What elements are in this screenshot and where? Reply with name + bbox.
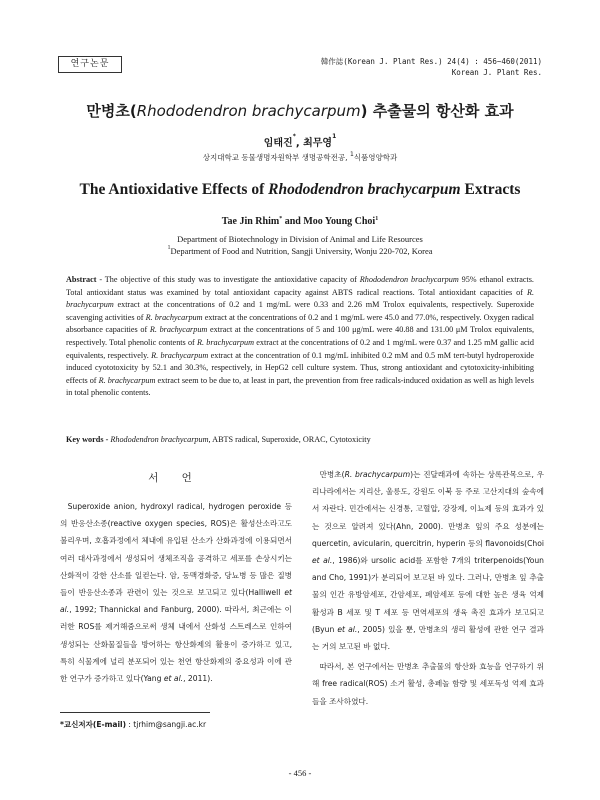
author-en-1-mark: * bbox=[279, 216, 283, 222]
english-title bbox=[0, 181, 600, 199]
intro-p2-etal-1: et al. bbox=[312, 556, 333, 566]
article-type-badge: 연구논문 bbox=[58, 56, 122, 73]
abstract-text-1: - The objective of this study was to investigate the antioxidative capacity of bbox=[96, 275, 360, 284]
intro-paragraph-3: 따라서, 본 연구에서는 만병초 추출물의 항산화 효능을 연구하기 위해 free radical(ROS) 소거 활성, 총페놀 함량 및 세포독성 억제 효과들을 조사하였다. bbox=[312, 662, 544, 706]
abstract-text-5: extract at the concentrations of 5 and 100 μg/mL were 40.88 and 131.00 μM Trolox equivalents, respectively. Total phenolic contents of bbox=[66, 325, 534, 347]
korean-title-suffix: ) 추출물의 항산화 효과 bbox=[360, 102, 514, 120]
intro-p1-text-b: , 1992; Thannickal and Fanburg, 2000). 따라서, 최근에는 이러한 ROS를 제거해줌으로써 생체 내에서 산화성 스트레스로 인하여 생성되는 산화물질들을 방어하는 항산화제의 활용이 증가하고 있고, 특히 식물계에 널리 분포되어 있는 천연 항산화제의 중요성과 이에 관한 연구가 증가하고 있다(Yang bbox=[60, 605, 292, 684]
abstract-species-4: R. brachycarpum bbox=[149, 325, 208, 335]
corresponding-author-footnote bbox=[60, 719, 206, 730]
journal-citation-line1: 韓作誌(Korean J. Plant Res.) 24(4) : 456~460(2011) bbox=[320, 57, 542, 66]
korean-authors bbox=[0, 134, 600, 149]
footnote-divider bbox=[60, 712, 210, 713]
intro-p2-text-c: , 1986)와 ursolic acid를 포함한 7개의 triterpenoids(Youn and Cho, 1991)가 분리되어 보고된 바 있다. 그러나, 만병초 잎 추출물의 인간 유방암세포, 간암세포, 폐암세포 등에 대한 높은 생육 억제 활성과 B 세포 및 T 세포 등 면역세포의 생육 촉진 효과가 보고되고(Byun bbox=[312, 556, 544, 634]
section-title-introduction: 서 언 bbox=[148, 472, 202, 484]
affil-en-line1: Department of Biotechnology in Division of Animal and Life Resources bbox=[177, 234, 423, 244]
english-title-suffix: Extracts bbox=[460, 181, 521, 198]
journal-citation-line2: Korean J. Plant Res. bbox=[451, 68, 542, 77]
intro-p2-text-d: , 2005) 있을 뿐, 만병초의 생리 활성에 관한 연구 결과는 거의 보고된 바 없다. bbox=[312, 624, 544, 652]
body-column-left bbox=[60, 498, 292, 687]
abstract-species-6: R. brachycarpum bbox=[151, 350, 209, 360]
keywords-label: Key words - bbox=[66, 435, 111, 444]
intro-p2-text-a: 만병초( bbox=[319, 470, 345, 479]
intro-paragraph-2 bbox=[312, 466, 544, 655]
affil-en-line2-wrap bbox=[0, 245, 600, 257]
abstract-text-7: extract at the concentration of 0.1 mg/mL inhibited 0.2 mM and 0.5 mM tert-butyl hydroperoxide induced cyototoxicity by 52.1 and 30.3%, respectively, in HepG2 cell culture system. Thus, strong antioxidant and cytotoxicity-inhibiting effects of bbox=[66, 350, 534, 385]
korean-affiliation bbox=[0, 152, 600, 163]
keywords-rest: , ABTS radical, Superoxide, ORAC, Cytotoxicity bbox=[208, 435, 371, 444]
author-ko-separator: , bbox=[295, 138, 304, 149]
english-title-prefix: The Antioxidative Effects of bbox=[79, 181, 269, 198]
author-en-1: Tae Jin Rhim bbox=[221, 216, 280, 227]
abstract-text-2: 95% ethanol extracts. Total antioxidant status was examined by total antioxidant capacity against ABTS radical reactions. Total antioxidant capacities of bbox=[66, 275, 534, 297]
keywords-species: Rhododendron brachycarpum bbox=[110, 435, 209, 444]
author-ko-1: 임태진 bbox=[263, 138, 293, 149]
affil-en-mark: 1 bbox=[167, 245, 171, 251]
abstract-species-5: R. brachycarpum bbox=[197, 337, 255, 347]
english-affiliation bbox=[0, 233, 600, 257]
footnote-label: *교신저자(E-mail) bbox=[60, 720, 127, 729]
body-column-right bbox=[312, 466, 544, 710]
keywords bbox=[66, 434, 534, 446]
intro-p1-etal-2: et al. bbox=[163, 674, 184, 684]
affil-ko-mark: 1 bbox=[349, 151, 354, 158]
abstract bbox=[66, 274, 534, 400]
intro-p2-etal-2: et al. bbox=[337, 624, 358, 634]
intro-p2-species: R. brachycarpum bbox=[344, 470, 411, 479]
author-en-2-mark: 1 bbox=[375, 216, 379, 222]
abstract-text-3: extract at the concentrations of 0.2 and 1 mg/mL were 0.33 and 2.26 mM Trolox equivalents, respectively. Superoxide scavenging activities of bbox=[66, 300, 534, 322]
abstract-text-4: extract at the concentrations of 0.2 and 1 mg/mL were 45.0 and 77.0%, respectively. Oxygen radical absorbance capacities of bbox=[66, 312, 534, 335]
korean-title-prefix: 만병초( bbox=[86, 102, 137, 120]
author-ko-1-mark: * bbox=[292, 133, 296, 140]
intro-paragraph-1 bbox=[60, 498, 292, 687]
abstract-species-7: R. brachycarpum bbox=[98, 375, 156, 385]
intro-p1-text-c: , 2011). bbox=[183, 674, 213, 684]
author-ko-2: 최무영 bbox=[303, 138, 333, 149]
abstract-label: Abstract bbox=[66, 275, 97, 284]
footnote-email: : tjrhim@sangji.ac.kr bbox=[126, 720, 207, 729]
korean-title-species: Rhododendron brachycarpum bbox=[136, 102, 361, 120]
korean-title bbox=[0, 100, 600, 121]
abstract-species-3: R. brachycarpum bbox=[145, 312, 203, 322]
intro-p1-etal-1: et al. bbox=[60, 588, 292, 615]
affil-en-line2: Department of Food and Nutrition, Sangji University, Wonju 220-702, Korea bbox=[170, 246, 433, 256]
page-number: - 456 - bbox=[288, 768, 312, 778]
journal-citation bbox=[321, 56, 542, 78]
abstract-text-8: extract seem to be due to, at least in part, the prevention from free radicals-induced oxidation as well as high levels in total phenolic contents. bbox=[66, 375, 534, 398]
intro-p2-text-b: )는 진달래과에 속하는 상록관목으로, 우리나라에서는 지리산, 울릉도, 강원도 이북 등 주로 고산지대의 숲속에서 자란다. 민간에서는 신경통, 고혈압, 강장제, 이뇨제 등의 효과가 있는 것으로 알려져 있다(Ahn, 2000). 만병초 잎의 주요 성분에는 quercetin, avicularin, quercitrin, hyperin 등의 flavonoids(Choi bbox=[312, 470, 544, 548]
affil-ko-part2: 식품영양학과 bbox=[353, 153, 398, 162]
author-en-2: Moo Young Choi bbox=[303, 216, 376, 227]
intro-p1-text-a: Superoxide anion, hydroxyl radical, hydrogen peroxide 등의 반응산소종(reactive oxygen species, ROS)은 활성산소라고도 불리우며, 호흡과정에서 체내에 유입된 산소가 산화과정에 이용되면서 여러 대사과정에서 생성되어 생체조직을 공격하고 세포를 손상시키는 산화적이 강한 산소를 일컫는다. 암, 동맥경화증, 당뇨병 등 많은 질병들이 반응산소종과 관련이 있는 것으로 보고되고 있다(Halliwell bbox=[60, 502, 292, 598]
author-en-joiner: and bbox=[282, 216, 304, 227]
author-ko-2-mark: 1 bbox=[332, 133, 337, 140]
affil-ko-part1: 상지대학교 동물생명자원학부 생명공학전공, bbox=[202, 153, 350, 162]
abstract-species-1: Rhododendron brachycarpum bbox=[359, 275, 459, 284]
abstract-species-2: R. brachycarpum bbox=[66, 287, 534, 310]
english-title-species: Rhododendron brachycarpum bbox=[268, 181, 461, 198]
abstract-text-6: extract at the concentrations of 0.2 and 1 mg/mL were 0.37 and 1.25 mM gallic acid equivalents, respectively. bbox=[66, 337, 534, 360]
english-authors bbox=[0, 216, 600, 227]
